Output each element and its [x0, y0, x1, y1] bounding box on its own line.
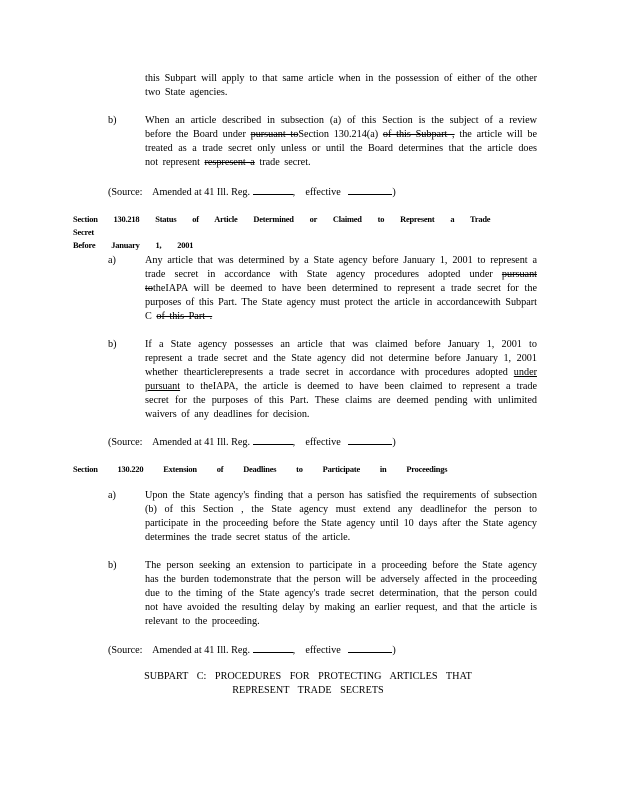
text-run: trade secret. — [254, 157, 311, 168]
source-prefix: (Source: — [108, 437, 143, 448]
section-218-heading-line2: Before January 1, 2001 — [73, 241, 194, 250]
source-amended: Amended at 41 Ill. Reg. — [152, 437, 251, 448]
subpart-heading-line2: REPRESENT TRADE SECRETS — [232, 685, 384, 696]
source-note: (Source: Amended at 41 Ill. Reg. , effective ) — [108, 184, 396, 200]
extension-finding-paragraph: Upon the State agency's finding that a person has satisfied the requirements of subsection (b) of this Section , the State agency must extend any deadlinefor the person to participate in the proceeding before the State agency until 10 days after the State agency determines the trade secret status of the article. — [145, 490, 537, 543]
item-label-b: b) — [108, 115, 117, 126]
strikethrough-text: respresent a — [204, 157, 255, 168]
source-prefix: (Source: — [108, 187, 143, 198]
effective-date-blank — [348, 642, 392, 653]
source-amended: Amended at 41 Ill. Reg. — [152, 187, 251, 198]
underlined-text: under pursuant — [145, 367, 537, 392]
item-label-a: a) — [108, 255, 116, 266]
determined-article-paragraph — [145, 254, 537, 324]
claimed-article-paragraph — [145, 338, 537, 422]
source-close: ) — [392, 187, 396, 198]
section-218-heading-line1: Section 130.218 Status of Article Determined or Claimed to Represent a Trade Secret — [73, 215, 491, 237]
item-label-b: b) — [108, 560, 117, 571]
strikethrough-text: pursuant to — [145, 269, 537, 294]
text-run: the article will be treated as a trade secret only unless or until the Board determines that the article does not represent — [145, 129, 538, 168]
strikethrough-text: of this Part . — [156, 311, 213, 322]
source-close: ) — [392, 645, 396, 656]
subpart-heading-line1: SUBPART C: PROCEDURES FOR PROTECTING ARTICLES THAT — [144, 671, 472, 682]
strikethrough-text: pursuant to — [250, 129, 299, 140]
source-close: ) — [392, 437, 396, 448]
source-prefix: (Source: — [108, 645, 143, 656]
text-run: to theIAPA, the article is deemed to have been claimed to represent a trade secret for the purposes of this Part. These claims are deemed pending with unlimited waivers of any deadlines for decision. — [145, 381, 537, 420]
strikethrough-text: of this Subpart , — [382, 129, 455, 140]
effective-date-blank — [348, 184, 392, 195]
intro-paragraph: this Subpart will apply to that same article when in the possession of either of the other two State agencies. — [145, 73, 537, 98]
text-run: theIAPA will be deemed to have been determined to represent a trade secret for the purposes of this Part. The State agency must protect the article in accordancewith Subpart C — [145, 283, 537, 322]
burden-paragraph: The person seeking an extension to participate in a proceeding before the State agency has the burden todemonstrate that the person will be adversely affected in the proceeding due to the timing of the State agency's trade secret determination, that the person could not have avoided the resulting delay by making an earlier request, and that the article is relevant to the proceeding. — [145, 560, 537, 627]
text-run: If a State agency possesses an article that was claimed before January 1, 2001 to represent a trade secret and the State agency did not determine before January 1, 2001 whether thearticlerepresents a trade secret in accordance with procedures adopted — [145, 339, 537, 378]
text-run: When an article described in subsection (a) of this Section is the subject of a review before the Board under — [145, 115, 537, 140]
effective-date-blank — [348, 434, 392, 445]
section-220-heading: Section 130.220 Extension of Deadlines to Participate in Proceedings — [73, 465, 448, 474]
source-effective: effective — [305, 645, 341, 656]
source-effective: effective — [305, 437, 341, 448]
register-blank — [253, 642, 293, 653]
source-amended: Amended at 41 Ill. Reg. — [152, 645, 251, 656]
item-label-a: a) — [108, 490, 116, 501]
text-run: Section 130.214(a) — [298, 129, 383, 140]
source-effective: effective — [305, 187, 341, 198]
item-label-b: b) — [108, 339, 117, 350]
text-run: Any article that was determined by a State agency before January 1, 2001 to represent a trade secret in accordance with State agency procedures adopted under — [145, 255, 537, 280]
section-218-heading — [73, 213, 503, 252]
source-note: (Source: Amended at 41 Ill. Reg. , effective ) — [108, 434, 396, 450]
subpart-c-heading — [118, 670, 498, 698]
source-note: (Source: Amended at 41 Ill. Reg. , effective ) — [108, 642, 396, 658]
register-blank — [253, 434, 293, 445]
board-review-paragraph — [145, 114, 537, 170]
register-blank — [253, 184, 293, 195]
